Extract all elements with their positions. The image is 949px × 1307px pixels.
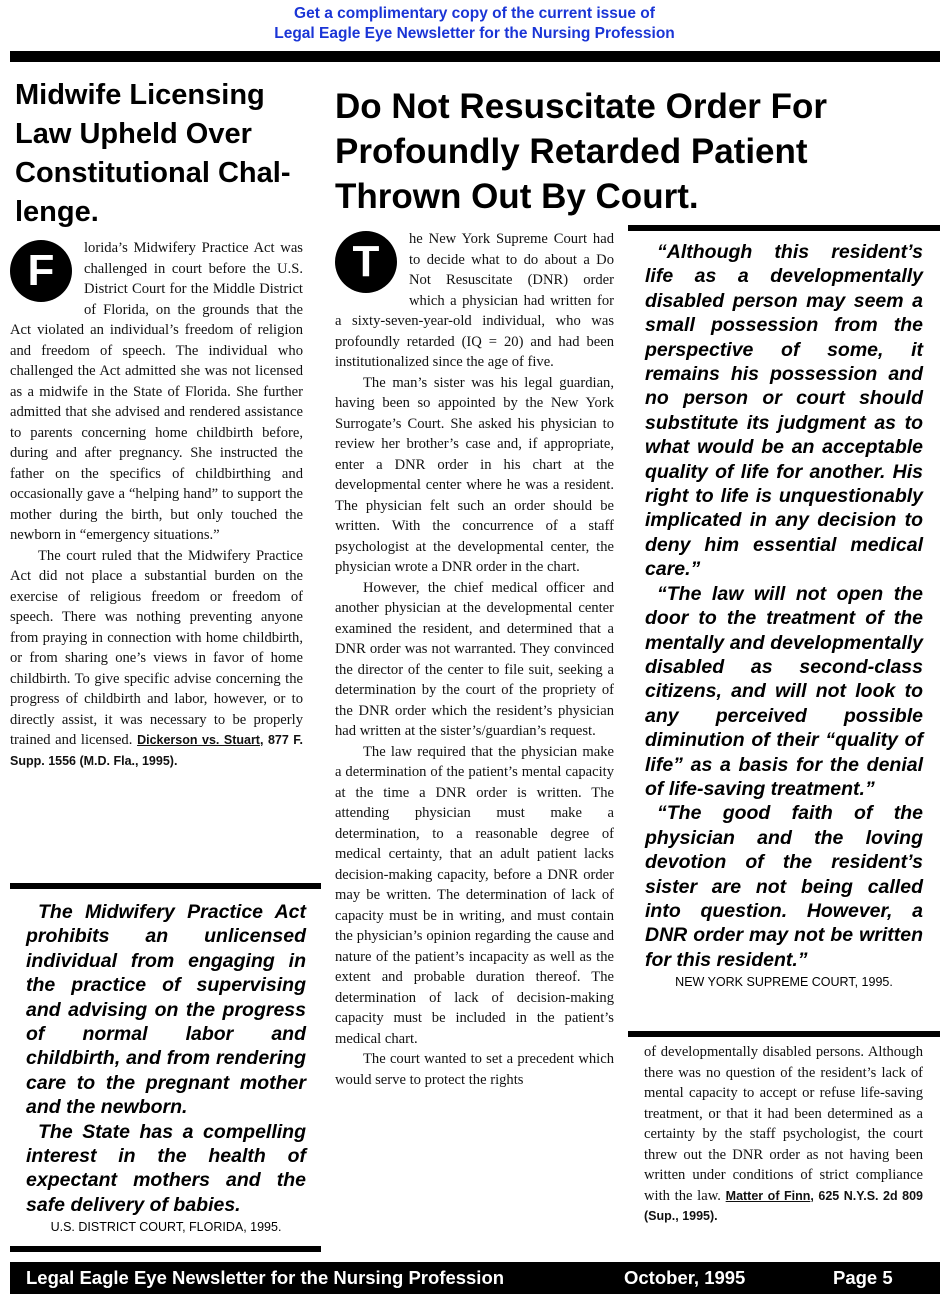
article2-body-continued xyxy=(644,1042,923,1227)
top-rule xyxy=(10,51,940,62)
footer-title: Legal Eagle Eye Newsletter for the Nursing Profession xyxy=(26,1267,505,1288)
article1-paragraph xyxy=(10,546,303,772)
article1-paragraph: lorida’s Midwifery Practice Act was challenged in court before the U.S. District Court for the Middle District of Florida, on the grounds that the Act violated an individual’s freedom of religion and freedom of speech. The individual who challenged the Act admitted she was not licensed as a midwife in the State of Florida. She further admitted that she advised and rendered assistance to parents concerning home childbirth before, during and after pregnancy. She instructed the father on the specifics of childbirthing and occasionally gave a “helping hand” to support the mother during the birth, but only touched the newborn in “emergency situations.” xyxy=(10,240,303,543)
article1-citation-detail: , 877 F. Supp. 1556 (M.D. Fla., 1995). xyxy=(10,733,304,768)
article2-paragraph-text: of developmentally disabled persons. Although there was no question of the resident’s lack of mental capacity to accept or refuse life-saving treatment, or that it had been determined as a certainty by the staff psychologist, the court threw out the DNR order as not having been written under conditions of strict compliance with the law. xyxy=(644,1044,923,1204)
footer-page-number: Page 5 xyxy=(833,1267,893,1288)
promo-banner[interactable] xyxy=(0,4,949,44)
article2-dropcap: T xyxy=(335,231,397,293)
promo-line-1: Get a complimentary copy of the current issue of xyxy=(294,5,655,22)
article1-pull-quote xyxy=(26,900,306,1235)
article2-case-name: Matter of Finn xyxy=(725,1188,811,1203)
article2-body xyxy=(335,229,614,1090)
article2-quote-rule-bottom xyxy=(628,1031,940,1037)
article2-paragraph: he New York Supreme Court had to decide what to do about a Do Not Resuscitate (DNR) order which a physician had written for a sixty-seven-year-old individual, who was profoundly retarded (IQ = 20) and had been institutionalized since the age of five. xyxy=(335,231,614,370)
footer-date: October, 1995 xyxy=(624,1267,746,1288)
article1-headline: Midwife Licensing Law Upheld Over Constitutional Chal-lenge. xyxy=(15,79,291,228)
article2-paragraph: However, the chief medical officer and another physician at the developmental center examined the resident, and determined that a DNR order was not warranted. They convinced the director of the center to file suit, seeking a determination by the court of the propriety of the DNR order which the resident’s physician had written at the sister’s/guardian’s request. xyxy=(335,579,614,739)
pull-quote-paragraph: “Although this resident’s life as a developmentally disabled person may seem a small possession from the perspective of some, it remains his possession and no person or court should substitute its judgment as to what would be an acceptable quality of life for another. His right to life is unquestionably implicated in any decision to deny him essential medical care.” xyxy=(645,241,923,581)
article1-case-name: Dickerson vs. Stuart xyxy=(137,733,260,747)
pull-quote-paragraph: “The law will not open the door to the treatment of the mentally and developmentally disabled as second-class citizens, and will not look to any perceived possible diminution of their “quality of life” as a basis for the denial of life-saving treatment.” xyxy=(645,582,923,800)
article2-pull-quote xyxy=(645,240,923,990)
article2-citation-detail: , 625 N.Y.S. 2d 809 (Sup., 1995). xyxy=(644,1188,923,1223)
article1-dropcap: F xyxy=(10,240,72,302)
page-footer xyxy=(10,1262,940,1294)
article2-headline: Do Not Resuscitate Order For Profoundly Retarded Patient Thrown Out By Court. xyxy=(335,87,828,216)
promo-line-2: Legal Eagle Eye Newsletter for the Nursing Profession xyxy=(274,25,675,42)
pull-quote-source: U.S. DISTRICT COURT, FLORIDA, 1995. xyxy=(50,1220,282,1235)
article1-paragraph-text: The court ruled that the Midwifery Practice Act did not place a substantial burden on the exercise of religious freedom or freedom of speech. There was nothing preventing anyone from praying in connection with home childbirth, or from sharing one’s views in favor of home childbirth. To give specific advise concerning the progress of childbirth and labor, however, or to directly assist, it was necessary to be properly trained and licensed. xyxy=(10,547,303,748)
article1-body xyxy=(10,238,303,771)
pull-quote-paragraph: The State has a compelling interest in the health of expectant mothers and the safe delivery of babies. xyxy=(26,1120,306,1216)
article2-paragraph: The law required that the physician make a determination of the patient’s mental capacity at the time a DNR order is written. The attending physician must make a determination, to a reasonable degree of medical certainty, that an adult patient lacks decision-making capacity, before a DNR order may be written. The determination of lack of capacity must be in writing, and must contain the physician’s opinion regarding the cause and nature of the patient’s incapacity as well as the extent and probable duration thereof. The determination of lack of decision-making capacity must be included in the patient’s medical chart. xyxy=(335,743,614,1047)
article1-quote-rule-bottom xyxy=(10,1246,321,1252)
article2-paragraph xyxy=(644,1042,923,1227)
pull-quote-paragraph: “The good faith of the physician and the loving devotion of the resident’s sister are not being called into question. However, a DNR order may not be written for this resident.” xyxy=(645,802,923,971)
article2-paragraph: The court wanted to set a precedent which would serve to protect the rights xyxy=(335,1051,614,1088)
pull-quote-source: NEW YORK SUPREME COURT, 1995. xyxy=(675,975,893,990)
article2-quote-rule-top xyxy=(628,225,940,231)
article1-quote-rule-top xyxy=(10,883,321,889)
article2-paragraph: The man’s sister was his legal guardian, having been so appointed by the New York Surrogate’s Court. She asked his physician to review her brother’s case and, if appropriate, enter a DNR order in his chart at the developmental center where he was a resident. The physician felt such an order should be written. With the concurrence of a staff psychologist at the developmental center, the physician wrote a DNR order in the chart. xyxy=(335,374,614,575)
pull-quote-paragraph: The Midwifery Practice Act prohibits an unlicensed individual from engaging in the practice of supervising and advising on the progress of normal labor and childbirth, and from rendering care to the pregnant mother and the newborn. xyxy=(26,901,306,1119)
